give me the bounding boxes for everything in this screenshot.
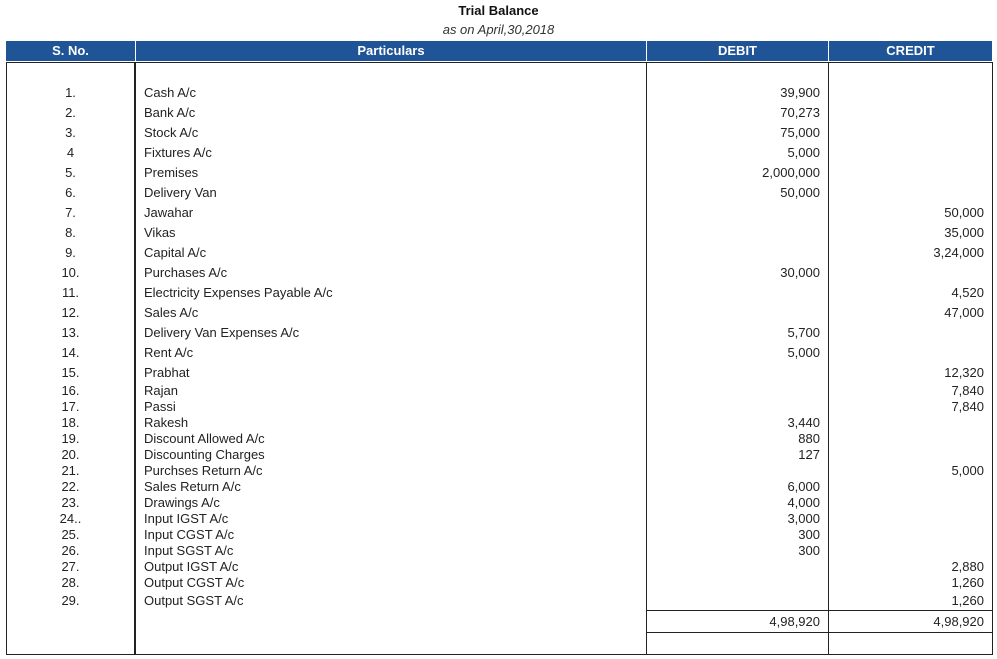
row-credit: 50,000 — [944, 205, 984, 220]
table-row — [0, 543, 997, 559]
table-row — [0, 383, 997, 399]
row-sno: 24.. — [59, 511, 82, 526]
row-particulars: Rent A/c — [144, 345, 194, 360]
row-particulars: Output CGST A/c — [144, 575, 245, 590]
table-row — [0, 527, 997, 543]
debit-total: 4,98,920 — [769, 614, 820, 629]
row-credit: 5,000 — [951, 463, 984, 478]
table-row — [0, 185, 997, 201]
row-particulars: Sales Return A/c — [144, 479, 241, 494]
row-credit: 7,840 — [951, 383, 984, 398]
row-particulars: Input CGST A/c — [144, 527, 235, 542]
column-header-particulars: Particulars — [357, 43, 425, 58]
table-row — [0, 559, 997, 575]
row-debit: 3,440 — [787, 415, 820, 430]
table-row — [0, 415, 997, 431]
column-header-sno: S. No. — [52, 43, 89, 58]
row-sno: 11. — [61, 285, 80, 300]
page-subtitle: as on April,30,2018 — [442, 22, 555, 37]
row-particulars: Discount Allowed A/c — [144, 431, 265, 446]
row-particulars: Passi — [144, 399, 176, 414]
row-particulars: Delivery Van Expenses A/c — [144, 325, 300, 340]
row-sno: 17. — [61, 399, 80, 414]
row-sno: 22. — [61, 479, 80, 494]
row-sno: 2. — [65, 105, 76, 120]
row-debit: 3,000 — [787, 511, 820, 526]
row-debit: 6,000 — [787, 479, 820, 494]
row-sno: 27. — [61, 559, 80, 574]
table-row — [0, 285, 997, 301]
row-particulars: Vikas — [144, 225, 176, 240]
table-row — [0, 447, 997, 463]
row-credit: 3,24,000 — [933, 245, 984, 260]
row-particulars: Delivery Van — [144, 185, 217, 200]
row-particulars: Input SGST A/c — [144, 543, 234, 558]
column-header-credit: CREDIT — [886, 43, 935, 58]
row-sno: 5. — [65, 165, 76, 180]
row-credit: 1,260 — [951, 593, 984, 608]
row-debit: 39,900 — [780, 85, 820, 100]
table-row — [0, 225, 997, 241]
row-particulars: Bank A/c — [144, 105, 196, 120]
row-particulars: Stock A/c — [144, 125, 199, 140]
row-debit: 30,000 — [780, 265, 820, 280]
table-row — [0, 325, 997, 341]
credit-total: 4,98,920 — [933, 614, 984, 629]
row-particulars: Prabhat — [144, 365, 190, 380]
table-row — [0, 305, 997, 321]
row-sno: 19. — [61, 431, 80, 446]
column-header-debit: DEBIT — [718, 43, 757, 58]
row-sno: 1. — [65, 85, 76, 100]
row-particulars: Electricity Expenses Payable A/c — [144, 285, 333, 300]
row-credit: 2,880 — [951, 559, 984, 574]
row-particulars: Discounting Charges — [144, 447, 265, 462]
row-sno: 25. — [61, 527, 80, 542]
row-debit: 4,000 — [787, 495, 820, 510]
row-sno: 14. — [61, 345, 80, 360]
total-top-rule — [646, 610, 993, 611]
table-row — [0, 245, 997, 261]
row-credit: 47,000 — [944, 305, 984, 320]
table-bottom-border — [6, 654, 993, 655]
table-row — [0, 105, 997, 121]
table-row — [0, 365, 997, 381]
row-credit: 7,840 — [951, 399, 984, 414]
row-sno: 28. — [61, 575, 80, 590]
row-sno: 26. — [61, 543, 80, 558]
row-debit: 75,000 — [780, 125, 820, 140]
row-debit: 127 — [798, 447, 820, 462]
row-sno: 4 — [66, 145, 75, 160]
row-debit: 70,273 — [780, 105, 820, 120]
table-row — [0, 265, 997, 281]
row-sno: 8. — [65, 225, 76, 240]
row-sno: 7. — [65, 205, 76, 220]
row-sno: 3. — [65, 125, 76, 140]
row-credit: 4,520 — [951, 285, 984, 300]
row-particulars: Purchases A/c — [144, 265, 228, 280]
table-row — [0, 593, 997, 609]
row-debit: 2,000,000 — [762, 165, 820, 180]
row-particulars: Premises — [144, 165, 199, 180]
row-sno: 13. — [61, 325, 80, 340]
table-row — [0, 495, 997, 511]
row-sno: 9. — [65, 245, 76, 260]
row-sno: 23. — [61, 495, 80, 510]
table-header — [6, 41, 992, 61]
row-particulars: Jawahar — [144, 205, 194, 220]
table-row — [0, 165, 997, 181]
table-row — [0, 145, 997, 161]
row-credit: 12,320 — [944, 365, 984, 380]
row-debit: 5,000 — [787, 145, 820, 160]
table-row — [0, 575, 997, 591]
row-sno: 20. — [61, 447, 80, 462]
table-row — [0, 399, 997, 415]
row-sno: 12. — [61, 305, 80, 320]
row-particulars: Rakesh — [144, 415, 189, 430]
row-particulars: Drawings A/c — [144, 495, 220, 510]
row-particulars: Input IGST A/c — [144, 511, 229, 526]
row-particulars: Capital A/c — [144, 245, 207, 260]
table-row — [0, 205, 997, 221]
row-debit: 880 — [798, 431, 820, 446]
row-particulars: Fixtures A/c — [144, 145, 212, 160]
row-particulars: Rajan — [144, 383, 178, 398]
row-sno: 29. — [61, 593, 80, 608]
row-debit: 5,700 — [787, 325, 820, 340]
row-particulars: Cash A/c — [144, 85, 197, 100]
row-sno: 6. — [65, 185, 76, 200]
table-row — [0, 511, 997, 527]
table-row — [0, 479, 997, 495]
row-debit: 5,000 — [787, 345, 820, 360]
row-debit: 300 — [798, 527, 820, 542]
row-debit: 50,000 — [780, 185, 820, 200]
row-particulars: Purchses Return A/c — [144, 463, 263, 478]
row-sno: 15. — [61, 365, 80, 380]
row-sno: 18. — [61, 415, 80, 430]
row-sno: 16. — [61, 383, 80, 398]
row-particulars: Output SGST A/c — [144, 593, 244, 608]
table-row — [0, 431, 997, 447]
table-row — [0, 85, 997, 101]
row-sno: 21. — [61, 463, 80, 478]
table-row — [0, 345, 997, 361]
row-sno: 10. — [61, 265, 80, 280]
table-row — [0, 463, 997, 479]
row-debit: 300 — [798, 543, 820, 558]
row-credit: 35,000 — [944, 225, 984, 240]
row-particulars: Output IGST A/c — [144, 559, 239, 574]
row-particulars: Sales A/c — [144, 305, 199, 320]
table-row — [0, 125, 997, 141]
row-credit: 1,260 — [951, 575, 984, 590]
table-top-border — [6, 62, 993, 63]
page-title: Trial Balance — [458, 3, 539, 18]
total-bottom-rule — [646, 632, 993, 633]
